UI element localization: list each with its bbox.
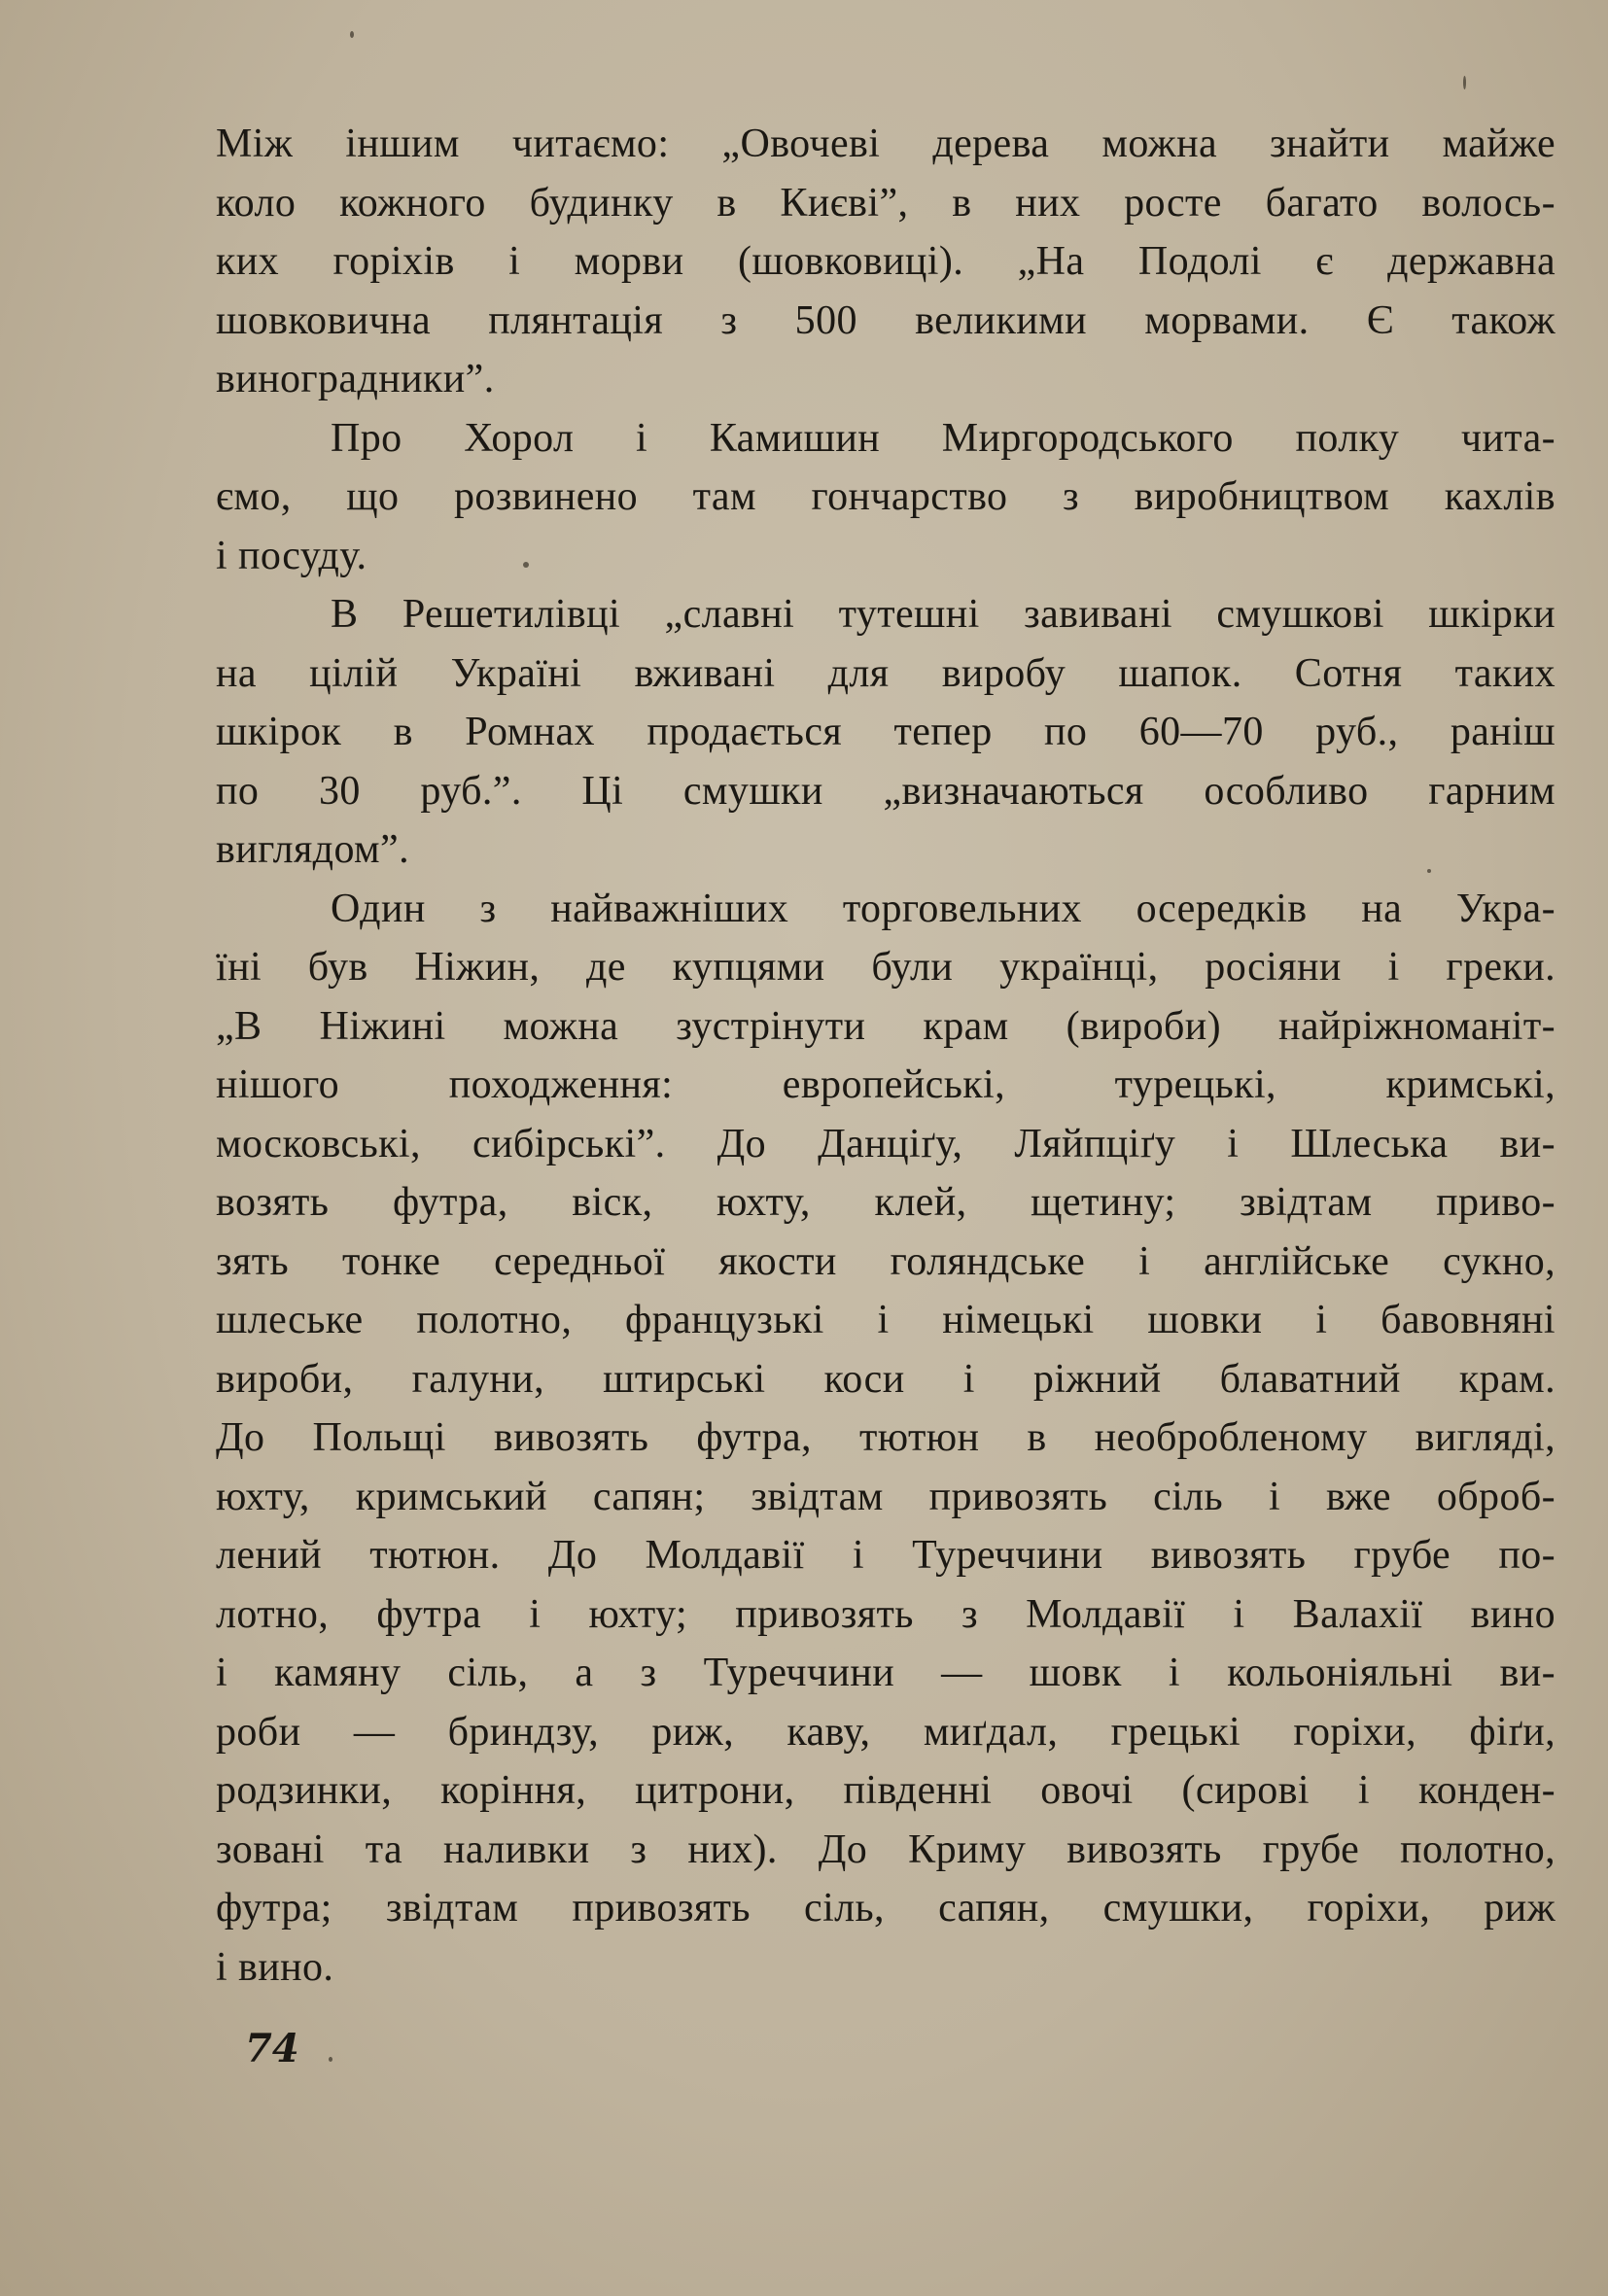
body-text [216, 115, 1556, 1997]
text-line: вироби, галуни, штирські коси і ріжний блаватний крам. [216, 1356, 1556, 1402]
text-line: і посуду. [216, 533, 367, 578]
text-line: коло кожного будинку в Києві”, в них росте багато волось- [216, 180, 1556, 226]
text-line: Між іншим читаємо: „Овочеві дерева можна знайти майже [216, 122, 1556, 166]
text-line: возять футра, віск, юхту, клей, щетину; звідтам приво- [216, 1180, 1556, 1225]
text-line: їні був Ніжин, де купцями були українці, росіяни і греки. [216, 945, 1556, 990]
text-line: шлеське полотно, французькі і німецькі шовки і бавовняні [216, 1298, 1556, 1342]
paper-speck [350, 31, 354, 38]
text-line: До Польщі вивозять футра, тютюн в необробленому вигляді, [216, 1415, 1556, 1460]
text-line: ємо, що розвинено там гончарство з виробництвом кахлів [216, 474, 1556, 519]
text-line: шовковична плянтація з 500 великими морвами. Є також [216, 297, 1556, 343]
text-line: зовані та наливки з них). До Криму вивозять грубе полотно, [216, 1826, 1556, 1872]
text-line: шкірок в Ромнах продається тепер по 60—70 руб., раніш [216, 710, 1556, 754]
text-line: московські, сибірські”. До Данціґу, Ляйпціґу і Шлеська ви- [216, 1121, 1556, 1166]
text-line: Про Хорол і Камишин Миргородського полку чита- [331, 415, 1556, 461]
text-line: зять тонке середньої якости голяндське і англійське сукно, [216, 1238, 1556, 1284]
text-line: виноградники”. [216, 357, 495, 401]
paper-speck [329, 2057, 332, 2062]
text-line: родзинки, коріння, цитрони, південні овочі (сирові і конден- [216, 1768, 1556, 1813]
paper-speck [1463, 76, 1466, 89]
text-line: Один з найважніших торговельних осередків на Укра- [331, 886, 1556, 931]
text-line: виглядом”. [216, 827, 409, 872]
text-line: на цілій Україні вживані для виробу шапок. Сотня таких [216, 650, 1556, 696]
text-line: роби — бриндзу, риж, каву, миґдал, грецькі горіхи, фіґи, [216, 1709, 1556, 1755]
text-line: юхту, кримський сапян; звідтам привозять сіль і вже оброб- [216, 1474, 1556, 1519]
text-line: лотно, футра і юхту; привозять з Молдавії і Валахії вино [216, 1591, 1556, 1637]
text-line: „В Ніжині можна зустрінути крам (вироби) найріжноманіт- [216, 1003, 1556, 1049]
text-line: і вино. [216, 1944, 334, 1990]
text-line: лений тютюн. До Молдавії і Туреччини вивозять грубе по- [216, 1533, 1556, 1578]
text-line: і камяну сіль, а з Туреччини — шовк і кольоніяльні ви- [216, 1651, 1556, 1695]
text-line: футра; звідтам привозять сіль, сапян, смушки, горіхи, риж [216, 1886, 1556, 1931]
text-line: В Решетилівці „славні тутешні завивані смушкові шкірки [331, 592, 1556, 637]
text-line: по 30 руб.”. Ці смушки „визначаються особливо гарним [216, 768, 1556, 814]
page-number: 74 [245, 2026, 299, 2071]
text-line: ких горіхів і морви (шовковиці). „На Подолі є державна [216, 239, 1556, 284]
text-line: нішого походження: европейські, турецькі, кримські, [216, 1062, 1556, 1107]
